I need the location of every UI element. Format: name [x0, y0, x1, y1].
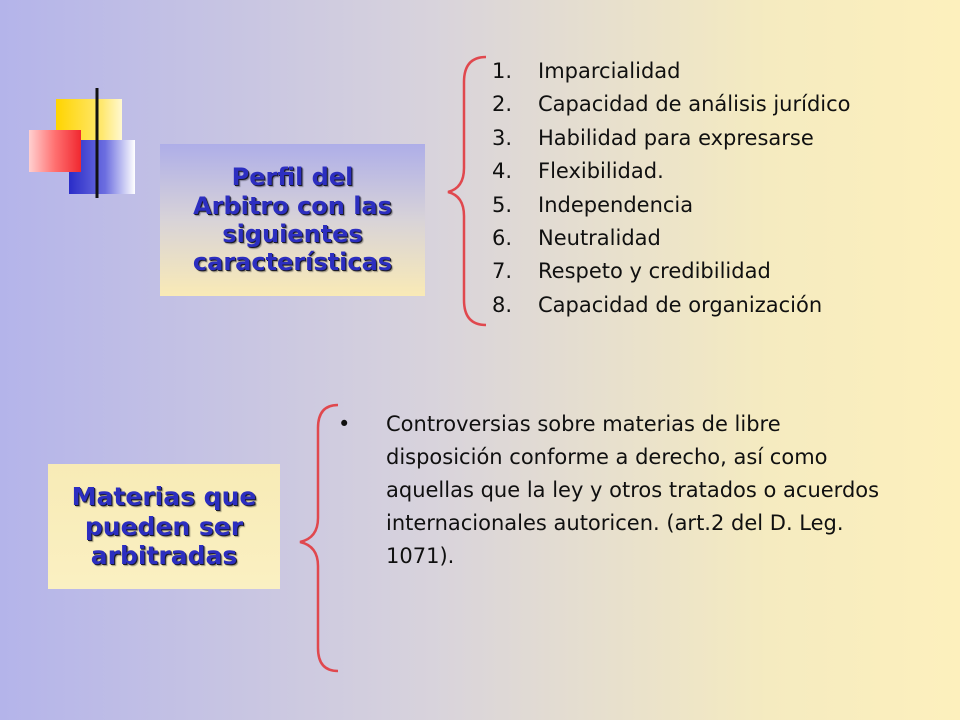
item-number: 5.: [492, 192, 513, 217]
perfil-title-line: Perfil del: [231, 163, 354, 192]
list-item: [492, 55, 851, 88]
brace-materias: [300, 405, 338, 671]
list-item: [492, 122, 851, 155]
item-number: 4.: [492, 159, 513, 184]
list-item: [492, 88, 851, 121]
materias-title-line: arbitradas: [90, 541, 238, 571]
materias-title-line: pueden ser: [84, 511, 244, 541]
item-text: Capacidad de organización: [538, 292, 823, 317]
perfil-title-line: características: [192, 248, 393, 277]
bullet-icon: •: [338, 412, 351, 436]
list-item: [338, 408, 898, 573]
materias-list: [338, 408, 898, 573]
characteristics-list: [492, 55, 851, 322]
list-item: [492, 155, 851, 188]
item-text: Flexibilidad.: [538, 159, 664, 184]
list-item: [492, 189, 851, 222]
item-number: 6.: [492, 225, 513, 250]
item-text: Habilidad para expresarse: [538, 125, 814, 150]
brace-characteristics: [448, 57, 486, 325]
perfil-title-line: siguientes: [222, 220, 363, 248]
list-item: [492, 222, 851, 255]
item-number: 1.: [492, 59, 513, 83]
item-text: Independencia: [538, 192, 694, 217]
item-number: 2.: [492, 92, 513, 117]
materias-title: [48, 464, 280, 589]
bullet-text: Controversias sobre materias de libre disposición conforme a derecho, así como aquellas que la ley y otros tratados o acuerdos internacionales autoricen. (art.2 del D. Leg. 1071).: [386, 412, 880, 568]
item-text: Neutralidad: [538, 225, 661, 250]
item-number: 3.: [492, 125, 513, 150]
list-item: [492, 255, 851, 288]
materias-title-line: Materias que: [71, 482, 257, 512]
item-number: 8.: [492, 292, 513, 317]
item-number: 7.: [492, 259, 513, 284]
perfil-title: [160, 144, 425, 296]
perfil-title-line: Arbitro con las: [193, 191, 392, 220]
item-text: Capacidad de análisis jurídico: [538, 92, 851, 117]
item-text: Respeto y credibilidad: [538, 259, 771, 284]
item-text: Imparcialidad: [538, 59, 681, 83]
list-item: [492, 289, 851, 322]
logo-squares-icon: [29, 88, 135, 198]
